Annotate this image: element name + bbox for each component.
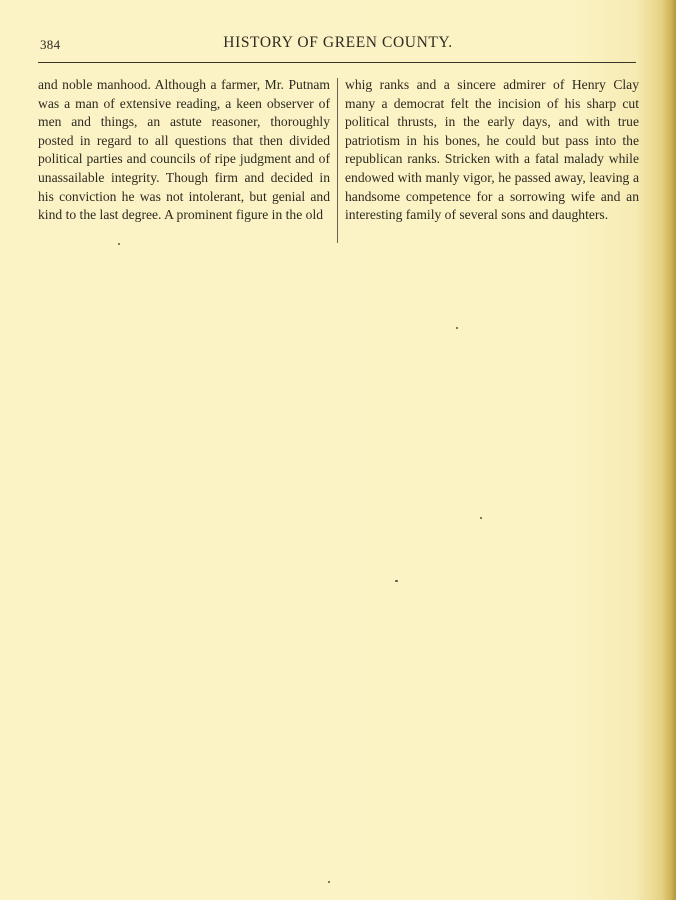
header-rule	[38, 62, 636, 63]
print-speck	[480, 517, 482, 519]
running-head	[40, 34, 636, 56]
page-title: HISTORY OF GREEN COUNTY.	[223, 34, 453, 51]
left-column-text: and noble manhood. Although a farmer, Mr. Putnam was a man of extensive reading, a keen observer of men and things, an astute reasoner, thoroughly posted in regard to all questions that then divided political parties and councils of ripe judgment and of unassailable integrity. Though firm and decided in his conviction he was not intolerant, but genial and kind to the last degree. A prominent figure in the old	[38, 77, 330, 223]
column-divider	[337, 78, 338, 243]
print-speck	[328, 881, 330, 883]
print-speck	[456, 327, 458, 329]
print-speck	[118, 243, 120, 245]
right-column-text: whig ranks and a sincere admirer of Henry Clay many a democrat felt the incision of his sharp cut political thrusts, in the early days, and with true patriotism in his bones, he could but pass into the republican ranks. Stricken with a fatal malady while endowed with manly vigor, he passed away, leaving a handsome competence for a sorrowing wife and an interesting family of several sons and daughters.	[345, 77, 639, 223]
page-edge-shadow	[662, 0, 676, 900]
page-number: 384	[40, 37, 61, 52]
print-speck	[395, 580, 398, 582]
